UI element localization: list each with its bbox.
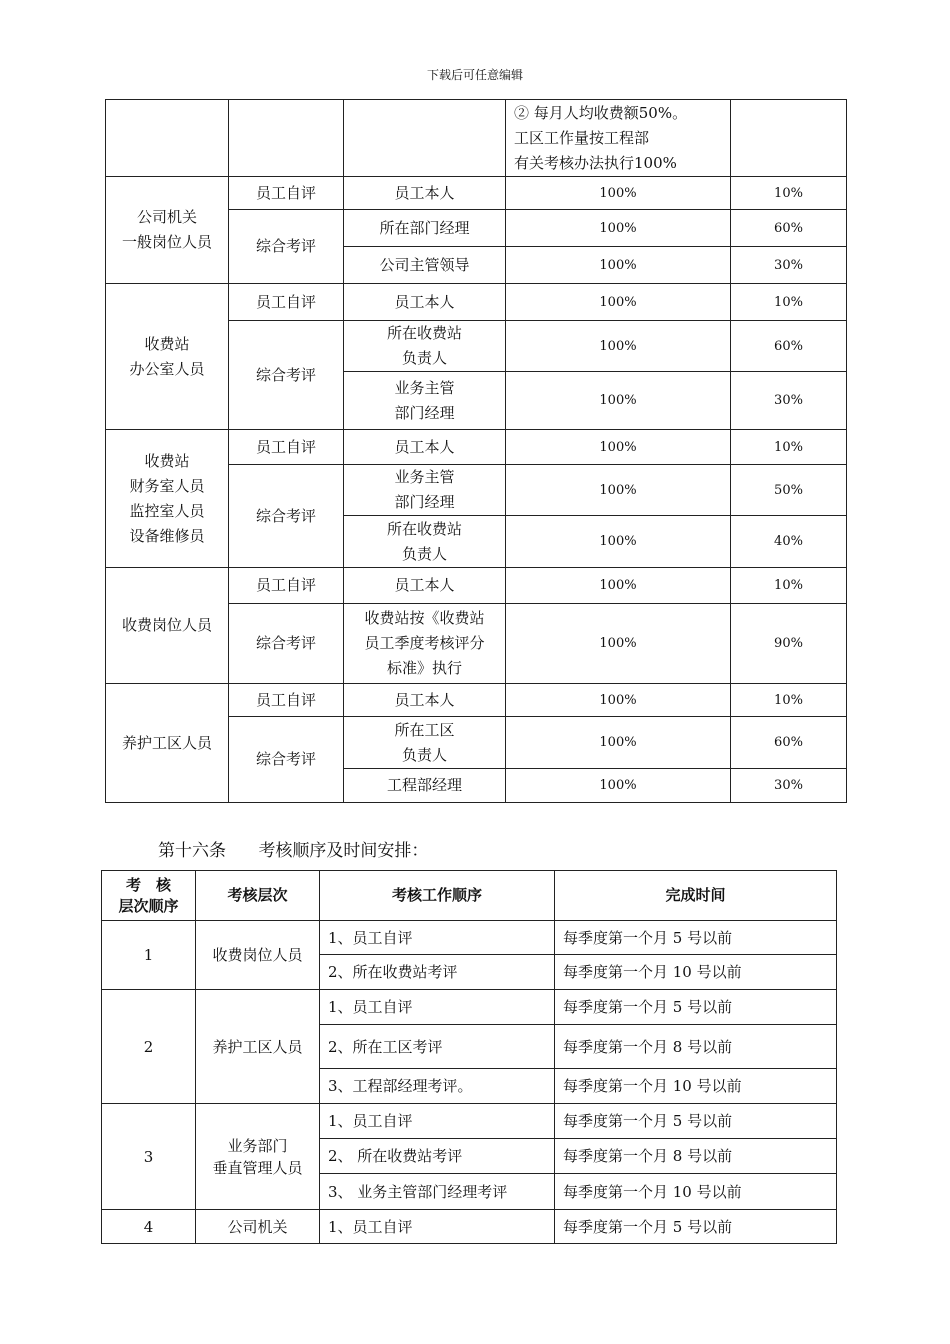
- header-time: 完成时间: [555, 871, 837, 921]
- deadline: 每季度第一个月 10 号以前: [555, 1174, 837, 1210]
- weight: 30%: [731, 247, 847, 284]
- group-name: [106, 568, 229, 684]
- header-level: 考核层次: [196, 871, 320, 921]
- step-text: 3、工程部经理考评。: [320, 1069, 555, 1104]
- evaluator: [344, 284, 506, 321]
- schedule-row: [102, 921, 837, 955]
- group-name-line: 养护工区人员: [121, 733, 212, 752]
- evaluation-type: 员工自评: [229, 177, 344, 210]
- schedule-row: [102, 1104, 837, 1139]
- evaluator-line: 部门经理: [394, 403, 455, 422]
- step-text: 3、 业务主管部门经理考评: [320, 1174, 555, 1210]
- order-number: 2: [102, 990, 196, 1104]
- level-name-line: 公司机关: [227, 1217, 288, 1236]
- evaluator-line: 收费站按《收费站: [364, 609, 485, 627]
- score: 100%: [506, 430, 731, 465]
- evaluator-line: 员工本人: [394, 690, 455, 709]
- score: 100%: [506, 516, 731, 568]
- header-steps: 考核工作顺序: [320, 871, 555, 921]
- evaluator: [344, 769, 506, 803]
- group-name-line: 一般岗位人员: [121, 233, 212, 251]
- weight: 60%: [731, 717, 847, 769]
- page-header: 下载后可任意编辑: [426, 68, 523, 82]
- evaluator-line: 负责人: [401, 544, 447, 563]
- evaluator-line: 所在工区: [394, 720, 455, 739]
- order-number: 3: [102, 1104, 196, 1210]
- step-text: 2、 所在收费站考评: [320, 1139, 555, 1174]
- schedule-row: [102, 990, 837, 1025]
- evaluation-type: 综合考评: [229, 210, 344, 284]
- evaluator: [344, 247, 506, 284]
- evaluator: [344, 516, 506, 568]
- evaluation-type: 员工自评: [229, 568, 344, 604]
- score: 100%: [506, 177, 731, 210]
- evaluator: [344, 684, 506, 717]
- level-name-line: 收费岗位人员: [212, 946, 303, 964]
- score: 100%: [506, 210, 731, 247]
- group-name: [106, 430, 229, 568]
- evaluator-line: 所在收费站: [386, 324, 462, 342]
- score: 100%: [506, 465, 731, 516]
- weight: 10%: [731, 177, 847, 210]
- section-title: [158, 836, 428, 861]
- score: 100%: [506, 769, 731, 803]
- evaluation-type: 员工自评: [229, 684, 344, 717]
- level-name-line: 垂直管理人员: [212, 1158, 303, 1177]
- weight: 60%: [731, 210, 847, 247]
- level-name: [196, 990, 320, 1104]
- score: 100%: [506, 684, 731, 717]
- deadline: 每季度第一个月 10 号以前: [555, 955, 837, 990]
- score: 100%: [506, 284, 731, 321]
- weight: 10%: [731, 568, 847, 604]
- evaluator: [344, 604, 506, 684]
- order-number: 4: [102, 1210, 196, 1244]
- deadline: 每季度第一个月 5 号以前: [555, 1104, 837, 1139]
- schedule-table: [101, 870, 837, 1244]
- top-note-line: 有关考核办法执行100%: [514, 153, 677, 172]
- evaluator-line: 业务主管: [394, 468, 455, 486]
- order-number: 1: [102, 921, 196, 990]
- evaluator-line: 员工本人: [394, 437, 455, 456]
- score: 100%: [506, 717, 731, 769]
- group-name-line: 财务室人员: [129, 476, 205, 495]
- evaluator-line: 负责人: [401, 349, 447, 367]
- evaluator-line: 工程部经理: [386, 776, 462, 794]
- step-text: 1、员工自评: [320, 1210, 555, 1244]
- evaluator-line: 所在收费站: [386, 519, 462, 538]
- score: 100%: [506, 604, 731, 684]
- section-number: 第十六条: [158, 841, 226, 861]
- schedule-row: [102, 1210, 837, 1244]
- evaluator-line: 负责人: [401, 745, 447, 764]
- empty-cell: [106, 100, 229, 177]
- header-order: 考 核 层次顺序: [102, 871, 196, 921]
- group-name: [106, 177, 229, 284]
- step-text: 2、所在收费站考评: [320, 955, 555, 990]
- group-name-line: 收费站: [144, 451, 190, 470]
- evaluator: [344, 210, 506, 247]
- weight: 90%: [731, 604, 847, 684]
- evaluation-type: 综合考评: [229, 465, 344, 568]
- schedule-header-row: [102, 871, 837, 921]
- level-name: [196, 1210, 320, 1244]
- level-name: [196, 921, 320, 990]
- weight: 60%: [731, 321, 847, 372]
- level-name-line: 业务部门: [227, 1136, 288, 1155]
- evaluator-line: 所在部门经理: [379, 218, 470, 237]
- score: 100%: [506, 321, 731, 372]
- section-heading: 考核顺序及时间安排：: [258, 841, 429, 861]
- weight: 40%: [731, 516, 847, 568]
- top-note: [506, 100, 731, 177]
- group-self-row: [106, 568, 847, 604]
- top-continuation-row: [106, 100, 847, 177]
- evaluator-line: 员工本人: [394, 183, 455, 202]
- group-self-row: [106, 684, 847, 717]
- level-name-line: 养护工区人员: [212, 1037, 303, 1056]
- evaluator-line: 标准》执行: [386, 659, 462, 677]
- deadline: 每季度第一个月 5 号以前: [555, 990, 837, 1025]
- evaluator: [344, 717, 506, 769]
- evaluation-type: 员工自评: [229, 430, 344, 465]
- score: 100%: [506, 568, 731, 604]
- group-name-line: 监控室人员: [129, 501, 205, 520]
- evaluation-type: 综合考评: [229, 604, 344, 684]
- weight: 10%: [731, 684, 847, 717]
- group-self-row: [106, 430, 847, 465]
- evaluator: [344, 568, 506, 604]
- step-text: 1、员工自评: [320, 921, 555, 955]
- level-name: [196, 1104, 320, 1210]
- deadline: 每季度第一个月 5 号以前: [555, 921, 837, 955]
- evaluator-line: 员工本人: [394, 576, 455, 594]
- empty-cell: [344, 100, 506, 177]
- top-note-line: 工区工作量按工程部: [514, 128, 650, 147]
- score: 100%: [506, 372, 731, 430]
- evaluator-line: 员工季度考核评分: [364, 634, 485, 652]
- weight: 30%: [731, 769, 847, 803]
- evaluator-line: 部门经理: [394, 493, 455, 511]
- deadline: 每季度第一个月 8 号以前: [555, 1139, 837, 1174]
- group-name: [106, 284, 229, 430]
- evaluator: [344, 465, 506, 516]
- evaluator: [344, 372, 506, 430]
- group-name-line: 设备维修员: [129, 526, 205, 545]
- deadline: 每季度第一个月 10 号以前: [555, 1069, 837, 1104]
- evaluator-line: 公司主管领导: [379, 255, 470, 274]
- step-text: 1、员工自评: [320, 990, 555, 1025]
- group-self-row: [106, 284, 847, 321]
- deadline: 每季度第一个月 5 号以前: [555, 1210, 837, 1244]
- evaluator: [344, 430, 506, 465]
- evaluator: [344, 321, 506, 372]
- deadline: 每季度第一个月 8 号以前: [555, 1025, 837, 1069]
- evaluation-type: 员工自评: [229, 284, 344, 321]
- weight: 10%: [731, 284, 847, 321]
- top-note-line: ② 每月人均收费额50%。: [514, 103, 688, 122]
- evaluation-type: 综合考评: [229, 717, 344, 803]
- group-name: [106, 684, 229, 803]
- evaluation-weight-table: [105, 99, 847, 803]
- weight: 30%: [731, 372, 847, 430]
- score: 100%: [506, 247, 731, 284]
- evaluation-type: 综合考评: [229, 321, 344, 430]
- group-name-line: 公司机关: [136, 208, 197, 226]
- weight: 50%: [731, 465, 847, 516]
- evaluator: [344, 177, 506, 210]
- evaluator-line: 业务主管: [394, 378, 455, 397]
- group-name-line: 办公室人员: [129, 359, 205, 378]
- group-name-line: 收费站: [144, 334, 190, 353]
- step-text: 2、所在工区考评: [320, 1025, 555, 1069]
- group-self-row: [106, 177, 847, 210]
- empty-cell: [229, 100, 344, 177]
- evaluator-line: 员工本人: [394, 292, 455, 311]
- empty-cell: [731, 100, 847, 177]
- weight: 10%: [731, 430, 847, 465]
- group-name-line: 收费岗位人员: [121, 616, 212, 634]
- step-text: 1、员工自评: [320, 1104, 555, 1139]
